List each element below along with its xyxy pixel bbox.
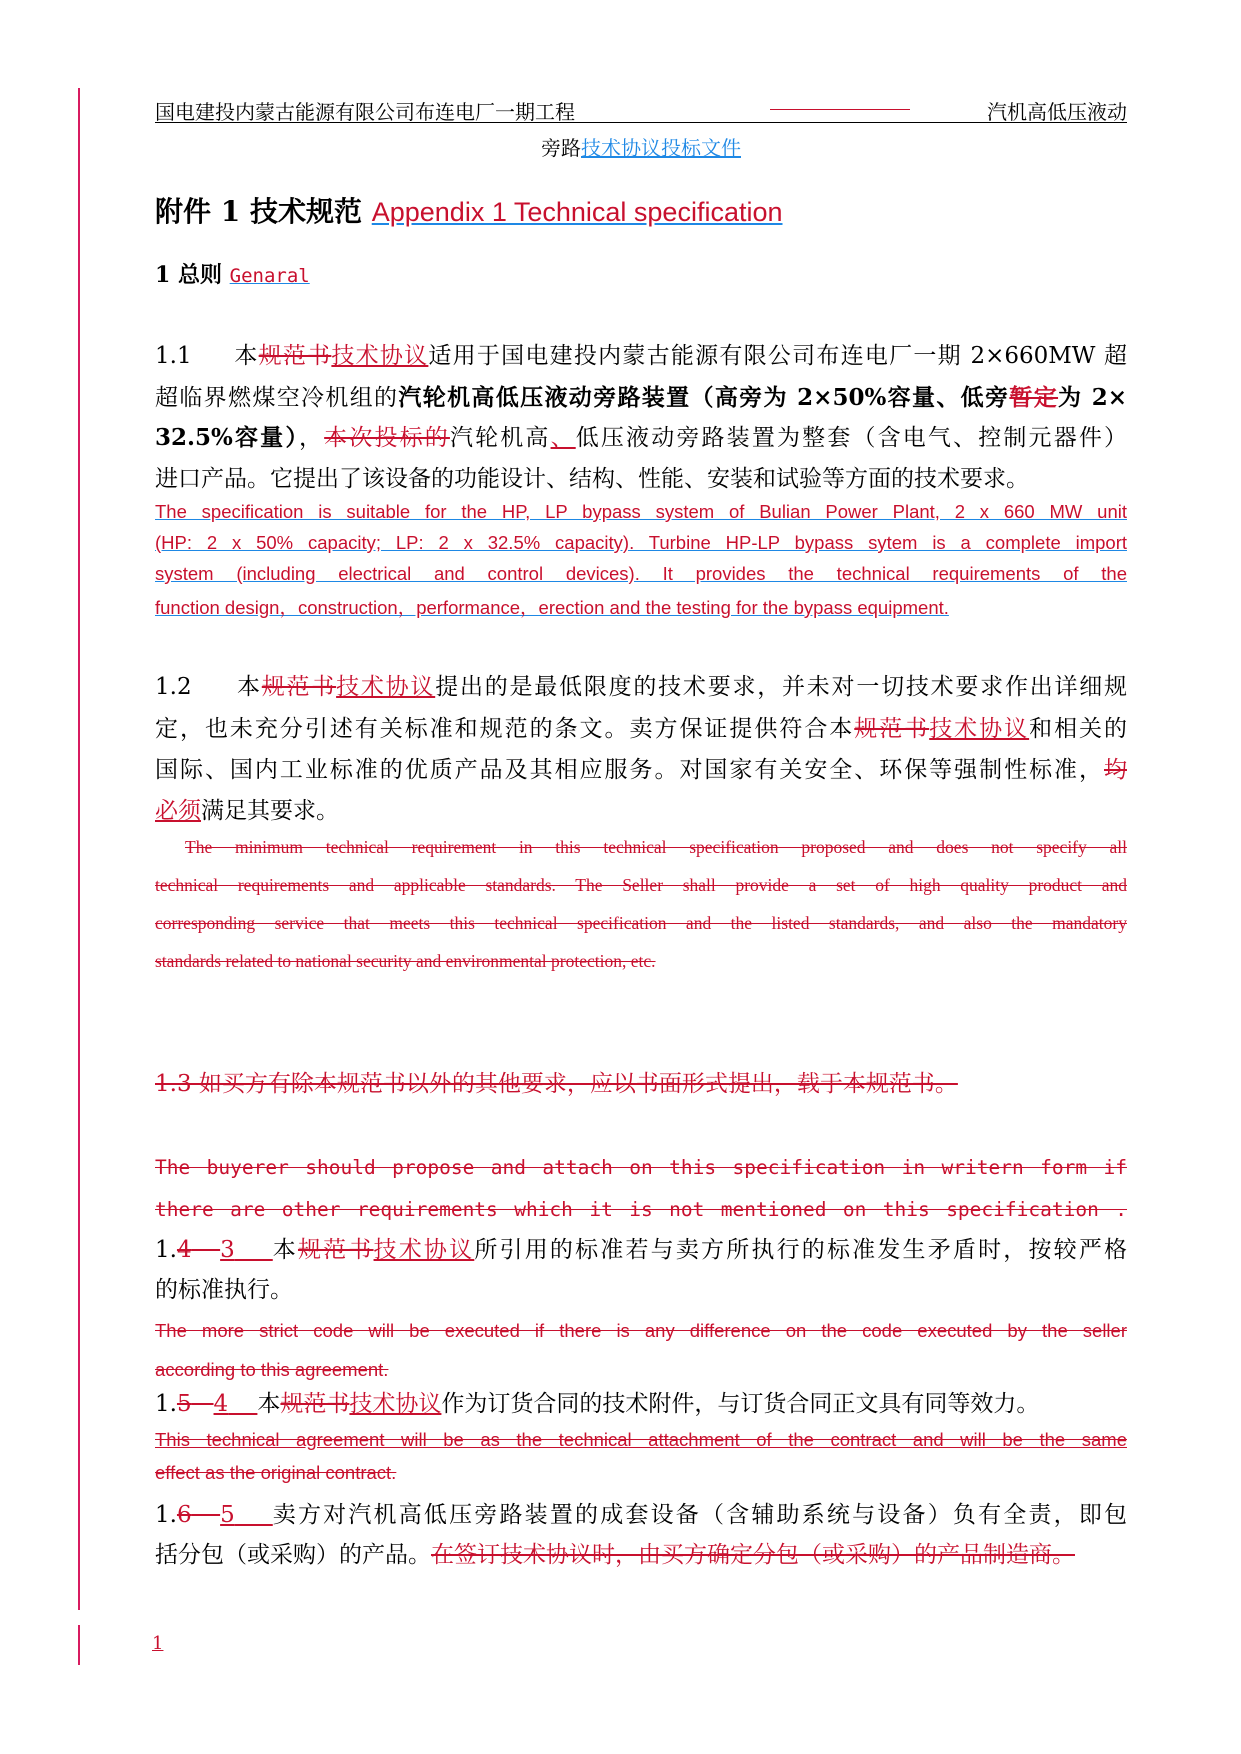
p16-line2: 括分包（或采购）的产品。在签订技术协议时，由买方确定分包（或采购）的产品制造商。 — [155, 1542, 1075, 1568]
p12-en-line2: technical requirements and applicable standards. The Seller shall provide a set of high quality product and — [155, 875, 1127, 895]
p13-cn-deleted: 1.3 如买方有除本规范书以外的其他要求，应以书面形式提出，载于本规范书。 — [155, 1071, 958, 1097]
p15-en-line1: This technical agreement will be as the technical attachment of the contract and will be the same — [155, 1429, 1127, 1450]
p11-en-line2: (HP: 2 x 50% capacity; LP: 2 x 32.5% capacity). Turbine HP-LP bypass sytem is a complete import — [155, 532, 1127, 553]
p11-line1: 1.1 本规范书技术协议适用于国电建投内蒙古能源有限公司布连电厂一期 2×660MW 超 — [155, 343, 1127, 369]
p12-line2: 定，也未充分引述有关标准和规范的条文。卖方保证提供符合本规范书技术协议和相关的 — [155, 716, 1128, 742]
p11-en-line4: function design，construction，performance，erection and the testing for the bypass equipment. — [155, 597, 949, 618]
p15-en-line2: effect as the original contract. — [155, 1462, 397, 1483]
p14-line1: 1.4 3 本规范书技术协议所引用的标准若与卖方所执行的标准发生矛盾时，按较严格 — [155, 1237, 1128, 1263]
p13-en-line1: The buyerer should propose and attach on this specification in writern form if — [155, 1156, 1127, 1179]
p12-en-line1: The minimum technical requirement in this technical specification proposed and does not specify all — [185, 837, 1127, 857]
p12-en-line4: standards related to national security and environmental protection, etc. — [155, 951, 656, 971]
header-deleted-line — [770, 109, 910, 110]
p11-line3: 32.5%容量），本次投标的汽轮机高、低压液动旁路装置为整套（含电气、控制元器件） — [155, 424, 1127, 451]
title-en-deleted: Appendix 1 Technical specification — [371, 197, 783, 227]
p11-en-line3: system (including electrical and control devices). It provides the technical requirements of the — [155, 563, 1127, 584]
p12-line1: 1.2 本规范书技术协议提出的是最低限度的技术要求，并未对一切技术要求作出详细规 — [155, 674, 1128, 700]
section-heading: 1 总则 Genaral — [155, 262, 310, 288]
revision-bar-main — [78, 88, 80, 1610]
page-number: 1 — [152, 1633, 164, 1654]
appendix-title: 附件 1 技术规范 Appendix 1 Technical specification — [155, 195, 783, 228]
p14-en-line1: The more strict code will be executed if there is any difference on the code executed by the seller — [155, 1320, 1127, 1341]
p11-en-line1: The specification is suitable for the HP, LP bypass system of Bulian Power Plant, 2 x 660 MW unit — [155, 501, 1127, 522]
p16-line1: 1.6 5 卖方对汽机高低压旁路装置的成套设备（含辅助系统与设备）负有全责，即包 — [155, 1502, 1128, 1528]
p14-en-line2: according to this agreement. — [155, 1359, 389, 1380]
revision-bar-footer — [78, 1625, 80, 1665]
p12-line4: 必须满足其要求。 — [155, 798, 339, 824]
header-deleted: 投标文件 — [661, 136, 741, 160]
p11-line2: 超临界燃煤空冷机组的汽轮机高低压液动旁路装置（高旁为 2×50%容量、低旁暂定为 2× — [155, 384, 1128, 411]
p12-line3: 国际、国内工业标准的优质产品及其相应服务。对国家有关安全、环保等强制性标准，均 — [155, 757, 1127, 783]
p12-en-line3: corresponding service that meets this technical specification and the listed standards, and also the mandatory — [155, 913, 1127, 933]
header-line2: 旁路技术协议投标文件 — [541, 136, 741, 160]
p11-line4: 进口产品。它提出了该设备的功能设计、结构、性能、安装和试验等方面的技术要求。 — [155, 466, 1029, 492]
p15-line1: 1.5 4 本规范书技术协议作为订货合同的技术附件，与订货合同正文具有同等效力。 — [155, 1391, 1040, 1417]
p14-line2: 的标准执行。 — [155, 1277, 293, 1303]
section-heading-en-deleted: Genaral — [229, 265, 310, 287]
header-left: 国电建投内蒙古能源有限公司布连电厂一期工程 — [155, 100, 575, 124]
page-header — [155, 96, 1127, 166]
header-inserted: 技术协议 — [581, 136, 661, 160]
header-right: 汽机高低压液动 — [987, 100, 1127, 124]
p13-en-line2: there are other requirements which it is not mentioned on this specification . — [155, 1198, 1127, 1221]
